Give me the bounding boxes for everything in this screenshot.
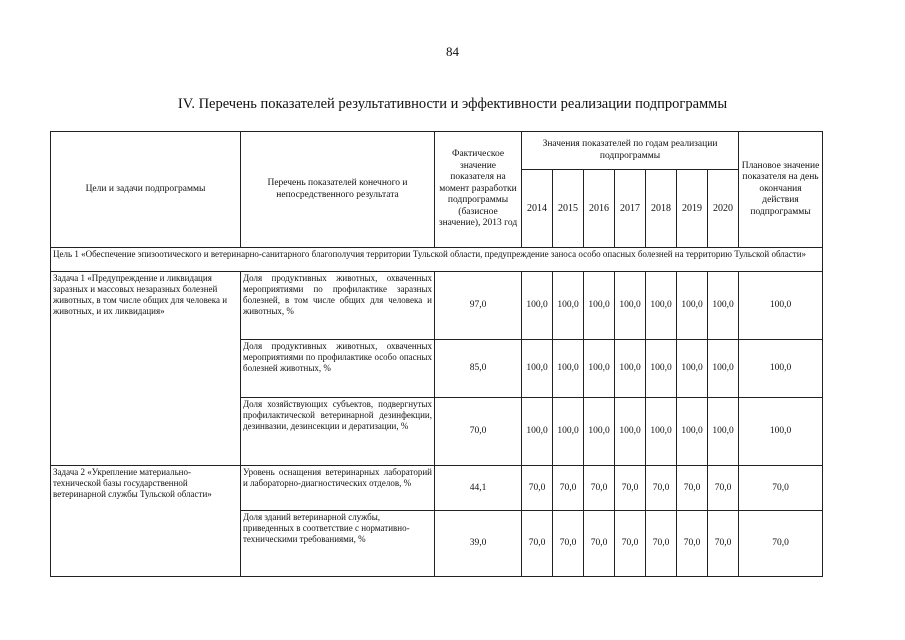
year-header: 2014 [522, 170, 553, 248]
base-value: 70,0 [435, 398, 522, 466]
planned-value: 100,0 [739, 340, 823, 398]
indicator-text: Доля продуктивных животных, охваченных мероприятиями по профилактике особо опасных болезней животных, % [241, 340, 435, 398]
year-value: 100,0 [677, 340, 708, 398]
header-actual: Фактическое значение показателя на момент разработки подпрограммы (базисное значение), 2013 год [435, 132, 522, 248]
year-value: 100,0 [522, 398, 553, 466]
year-value: 70,0 [584, 466, 615, 511]
year-value: 70,0 [708, 466, 739, 511]
header-years-group: Значения показателей по годам реализации подпрограммы [522, 132, 739, 170]
year-value: 70,0 [646, 511, 677, 577]
year-value: 100,0 [615, 398, 646, 466]
year-header: 2018 [646, 170, 677, 248]
page-number: 84 [446, 44, 459, 59]
year-value: 100,0 [708, 340, 739, 398]
indicator-text: Уровень оснащения ветеринарных лабораторий и лабораторно-диагностических отделов, % [241, 466, 435, 511]
indicator-text: Доля хозяйствующих субъектов, подвергнутых профилактической ветеринарной дезинфекции, дезинвазии, дезинсекции и дератизации, % [241, 398, 435, 466]
base-value: 97,0 [435, 272, 522, 340]
year-value: 70,0 [553, 511, 584, 577]
header-indicators: Перечень показателей конечного и непосредственного результата [241, 132, 435, 248]
year-value: 100,0 [553, 340, 584, 398]
year-value: 100,0 [708, 398, 739, 466]
year-header: 2016 [584, 170, 615, 248]
year-header: 2017 [615, 170, 646, 248]
year-value: 70,0 [522, 466, 553, 511]
year-value: 100,0 [553, 272, 584, 340]
planned-value: 70,0 [739, 466, 823, 511]
year-value: 100,0 [677, 272, 708, 340]
year-header: 2015 [553, 170, 584, 248]
year-value: 100,0 [615, 272, 646, 340]
year-value: 100,0 [584, 340, 615, 398]
year-header: 2019 [677, 170, 708, 248]
year-value: 100,0 [522, 340, 553, 398]
goal-row: Цель 1 «Обеспечение эпизоотического и ветеринарно-санитарного благополучия территории Тульской области, предупреждение заноса особо опасных болезней на территорию Тульской области» [51, 248, 823, 272]
year-value: 70,0 [553, 466, 584, 511]
year-value: 100,0 [708, 272, 739, 340]
year-header: 2020 [708, 170, 739, 248]
indicators-table [50, 131, 823, 577]
base-value: 39,0 [435, 511, 522, 577]
year-value: 70,0 [615, 466, 646, 511]
year-value: 100,0 [584, 398, 615, 466]
year-value: 100,0 [646, 398, 677, 466]
year-value: 100,0 [553, 398, 584, 466]
task-label: Задача 1 «Предупреждение и ликвидация заразных и массовых незаразных болезней животных, в том числе общих для человека и животных, и их ликвидация» [51, 272, 241, 466]
planned-value: 100,0 [739, 398, 823, 466]
header-goals: Цели и задачи подпрограммы [51, 132, 241, 248]
year-value: 100,0 [646, 272, 677, 340]
year-value: 70,0 [677, 466, 708, 511]
page-title: IV. Перечень показателей результативности и эффективности реализации подпрограммы [177, 96, 728, 112]
year-value: 70,0 [522, 511, 553, 577]
header-planned: Плановое значение показателя на день окончания действия подпрограммы [739, 132, 823, 248]
base-value: 85,0 [435, 340, 522, 398]
year-value: 70,0 [615, 511, 646, 577]
indicator-text: Доля зданий ветеринарной службы, приведенных в соответствие с нормативно-техническими требованиями, % [241, 511, 435, 577]
year-value: 100,0 [615, 340, 646, 398]
year-value: 70,0 [584, 511, 615, 577]
base-value: 44,1 [435, 466, 522, 511]
year-value: 70,0 [708, 511, 739, 577]
year-value: 100,0 [646, 340, 677, 398]
year-value: 100,0 [584, 272, 615, 340]
year-value: 100,0 [522, 272, 553, 340]
planned-value: 70,0 [739, 511, 823, 577]
indicator-text: Доля продуктивных животных, охваченных мероприятиями по профилактике заразных болезней, в том числе общих для человека и животных, % [241, 272, 435, 340]
year-value: 70,0 [646, 466, 677, 511]
year-value: 70,0 [677, 511, 708, 577]
task-label: Задача 2 «Укрепление материально-технической базы государственной ветеринарной службы Тульской области» [51, 466, 241, 577]
year-value: 100,0 [677, 398, 708, 466]
planned-value: 100,0 [739, 272, 823, 340]
